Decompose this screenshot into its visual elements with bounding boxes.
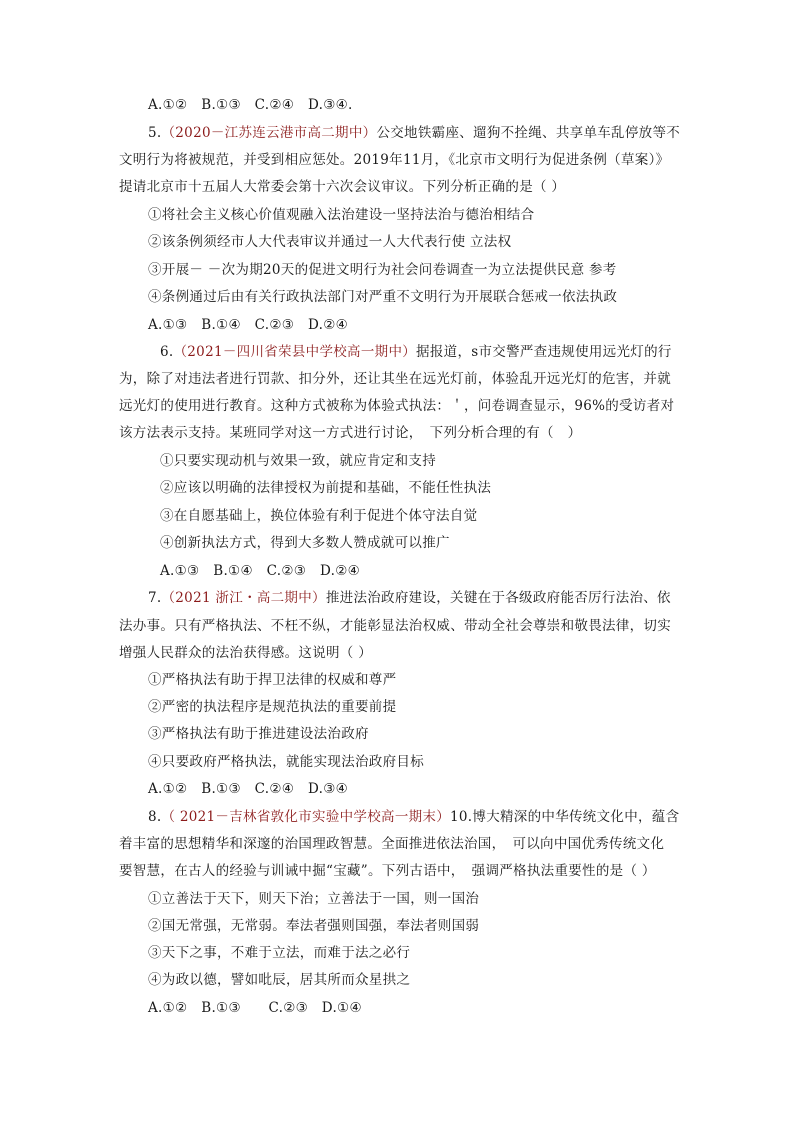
q5-item-2: ②该条例须经市人大代表审议并通过一人大代表行使 立法权 [148, 234, 512, 250]
q6-stem-3: 远光灯的使用进行教育。这种方式被称为体验式执法：＇，问卷调查显示，96%的受访者对 [119, 398, 675, 414]
q6-item-3: ③在自愿基础上，换位体验有利于促进个体守法自觉 [160, 508, 478, 524]
q4-options: A.①② B.①③ C.②④ D.③④. [148, 97, 353, 113]
q8-stem-2: 着丰富的思想精华和深邃的治国理政智慧。全面推进依法治国， 可以向中国优秀传统文化 [119, 836, 665, 852]
q7-source: （2021 浙江・高二期中） [161, 590, 326, 606]
q6-number: 6. [160, 344, 174, 360]
q7-first-line [148, 589, 671, 607]
q6-stem-2: 为，除了对违法者进行罚款、扣分外，还让其坐在远光灯前，体验乱开远光灯的危害，并就 [119, 371, 671, 387]
q7-options: A.①② B.①③ C.②④ D.③④ [148, 781, 349, 797]
q8-first-line [148, 808, 679, 826]
q7-item-1: ①严格执法有助于捍卫法律的权威和尊严 [148, 672, 397, 688]
q7-stem-2: 法办事。只有严格执法、不枉不纵，才能彰显法治权威、带动全社会尊崇和敬畏法律，切实 [119, 618, 671, 634]
q8-source: （ 2021－吉林省敦化市实验中学校高一期末） [161, 809, 451, 825]
q7-item-3: ③严格执法有助于推进建设法治政府 [148, 726, 369, 742]
q6-stem-1: 据报道，s市交警严查违规使用远光灯的行 [416, 344, 672, 360]
q7-item-4: ④只要政府严格执法，就能实现法治政府目标 [148, 754, 424, 770]
q8-number: 8. [148, 809, 162, 825]
q5-first-line [148, 124, 680, 142]
q6-source: （2021－四川省荣县中学校高一期中） [173, 344, 417, 360]
q6-options: A.①③ B.①④ C.②③ D.②④ [160, 563, 361, 579]
q6-item-2: ②应该以明确的法律授权为前提和基础，不能任性执法 [160, 480, 492, 496]
q7-stem-1: 推进法治政府建设，关键在于各级政府能否厉行法治、依 [325, 590, 671, 606]
q8-item-4: ④为政以德，譬如吡辰，居其所而众星拱之 [148, 972, 411, 988]
q7-item-2: ②严密的执法程序是规范执法的重要前提 [148, 699, 397, 715]
q6-stem-4: 该方法表示支持。某班同学对这一方式进行讨论， 下列分析合理的有（ ） [119, 425, 582, 441]
q8-item-2: ②国无常强，无常弱。奉法者强则国强，奉法者则国弱 [148, 918, 480, 934]
q8-item-1: ①立善法于天下，则天下治；立善法于一国，则一国治 [148, 891, 480, 907]
q6-first-line [160, 343, 672, 361]
q5-item-1: ①将社会主义核心价值观融入法治建设一坚持法治与德治相结合 [148, 207, 535, 223]
q7-stem-3: 增强人民群众的法治获得感。这说明（ ） [119, 645, 372, 661]
q8-options: A.①② B.①③ C.②③ D.①④ [148, 1000, 362, 1016]
q7-number: 7. [148, 590, 162, 606]
q5-source: （2020－江苏连云港市高二期中） [161, 125, 377, 141]
q5-stem-1: 公交地铁霸座、遛狗不拴绳、共享单车乱停放等不 [376, 125, 681, 141]
q5-number: 5. [148, 125, 162, 141]
q6-item-4: ④创新执法方式，得到大多数人赞成就可以推广 [160, 535, 450, 551]
q6-item-1: ①只要实现动机与效果一致，就应肯定和支持 [160, 453, 436, 469]
q5-stem-3: 提请北京市十五届人大常委会第十六次会议审议。下列分析正确的是（ ） [119, 179, 566, 195]
q5-item-3: ③开展－ －次为期20天的促进文明行为社会问卷调查一为立法提供民意 参考 [148, 262, 617, 278]
q8-item-3: ③天下之事，不难于立法，而难于法之必行 [148, 945, 411, 961]
q5-options: A.①③ B.①④ C.②③ D.②④ [148, 317, 349, 333]
q5-stem-2: 文明行为将被规范，并受到相应惩处。2019年11月，《北京市文明行为促进条例（草案）》 [119, 152, 670, 168]
q8-stem-1: 10.博大精深的中华传统文化中，蕴含 [450, 809, 680, 825]
q5-item-4: ④条例通过后由有关行政执法部门对严重不文明行为开展联合惩戒一依法执政 [148, 289, 618, 305]
q8-stem-3: 要智慧，在古人的经验与训诫中掘“宝藏”。下列古语中， 强调严格执法重要性的是（ ） [119, 863, 656, 879]
